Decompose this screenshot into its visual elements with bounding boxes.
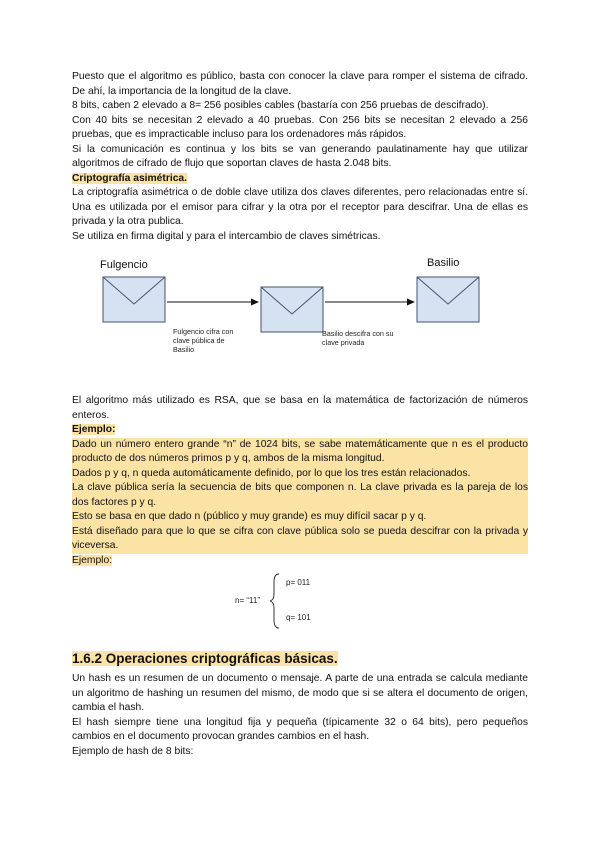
example-line-1: Dado un número entero grande “n” de 1024 bits, se sabe matemáticamente que n es el producto producto de dos números primos p y q, ambos de la misma longitud. — [72, 438, 528, 467]
example-label — [72, 554, 528, 569]
asym-paragraph-1: La criptografía asimétrica o de doble clave utiliza dos claves diferentes, pero relacionadas entre sí. Una es utilizada por el emisor para cifrar y la otra por el receptor para descifrar. Una de ellas es privada y la otra publica. — [72, 187, 528, 227]
example-heading — [72, 423, 528, 438]
asym-heading-text: Criptografía asimétrica. — [72, 172, 188, 184]
asym-heading — [72, 172, 528, 187]
note-decrypt-line-1: Basilio descifra con su — [322, 329, 394, 338]
example-label-text: Ejemplo: — [72, 554, 113, 566]
intro-paragraph-4: Si la comunicación es continua y los bits se van generando paulatinamente hay que utilizar algoritmos de cifrado de flujo que soportan claves de hasta 2.048 bits. — [72, 143, 528, 169]
example-line-5: Está diseñado para que lo que se cifra con clave pública solo se pueda descifrar con la privada y viceversa. — [72, 525, 528, 554]
example-heading-text: Ejemplo: — [72, 424, 116, 435]
hash-paragraph-3: Ejemplo de hash de 8 bits: — [72, 745, 194, 757]
intro-paragraph-1: Puesto que el algoritmo es público, basta con conocer la clave para romper el sistema de cifrado. De ahí, la importancia de la longitud de la clave. — [72, 71, 528, 97]
section-162-heading-text: 1.6.2 Operaciones criptográficas básicas. — [72, 651, 338, 666]
section-162 — [72, 650, 528, 759]
factorization-figure — [225, 570, 365, 632]
brace-icon — [270, 574, 279, 628]
intro-paragraph-3: Con 40 bits se necesitan 2 elevado a 40 pruebas. Con 256 bits se necesitan 2 elevado a 256 pruebas, que es impracticable incluso para los ordenadores más rápidos. — [72, 114, 528, 140]
formula-n: n= “11” — [235, 596, 260, 605]
envelope-icon-sender — [103, 277, 165, 322]
example-line-4: Esto se basa en que dado n (público y muy grande) es muy difícil sacar p y q. — [72, 510, 528, 525]
arrow-decrypt — [325, 299, 415, 306]
example-line-3: La clave pública sería la secuencia de bits que componen n. La clave privada es la pareja de los dos factores p y q. — [72, 481, 528, 510]
envelope-icon-receiver — [417, 277, 479, 322]
encryption-diagram — [95, 250, 515, 365]
note-decrypt-line-2: clave privada — [322, 338, 365, 347]
arrow-encrypt — [167, 299, 259, 306]
asym-paragraph-2: Se utiliza en firma digital y para el intercambio de claves simétricas. — [72, 230, 381, 242]
hash-paragraph-1: Un hash es un resumen de un documento o mensaje. A parte de una entrada se calcula mediante un algoritmo de hashing un resumen del mismo, de modo que si se altera el documento de origen, cambia el hash. — [72, 673, 528, 713]
rsa-paragraph: El algoritmo más utilizado es RSA, que se basa en la matemática de factorización de números enteros. — [72, 395, 528, 421]
intro-paragraph-2: 8 bits, caben 2 elevado a 8= 256 posibles cables (bastaría con 256 pruebas de descifrado). — [72, 100, 489, 111]
section-162-heading — [72, 650, 528, 668]
intro-section — [72, 70, 528, 244]
note-encrypt-line-1: Fulgencio cifra con — [173, 327, 234, 336]
formula-p: p= 011 — [286, 578, 311, 587]
formula-q: q= 101 — [286, 613, 311, 622]
note-encrypt-line-2: clave pública de — [173, 336, 225, 345]
envelope-icon-middle — [261, 287, 323, 332]
note-encrypt-line-3: Basilio — [173, 345, 195, 354]
example-line-2: Dados p y q, n queda automáticamente definido, por lo que los tres están relacionados. — [72, 467, 528, 482]
hash-paragraph-2: El hash siempre tiene una longitud fija y pequeña (típicamente 32 o 64 bits), pero pequeños cambios en el documento provocan grandes cambios en el hash. — [72, 716, 528, 742]
receiver-label: Basilio — [427, 257, 460, 269]
sender-label: Fulgencio — [100, 259, 148, 271]
rsa-section — [72, 394, 528, 568]
